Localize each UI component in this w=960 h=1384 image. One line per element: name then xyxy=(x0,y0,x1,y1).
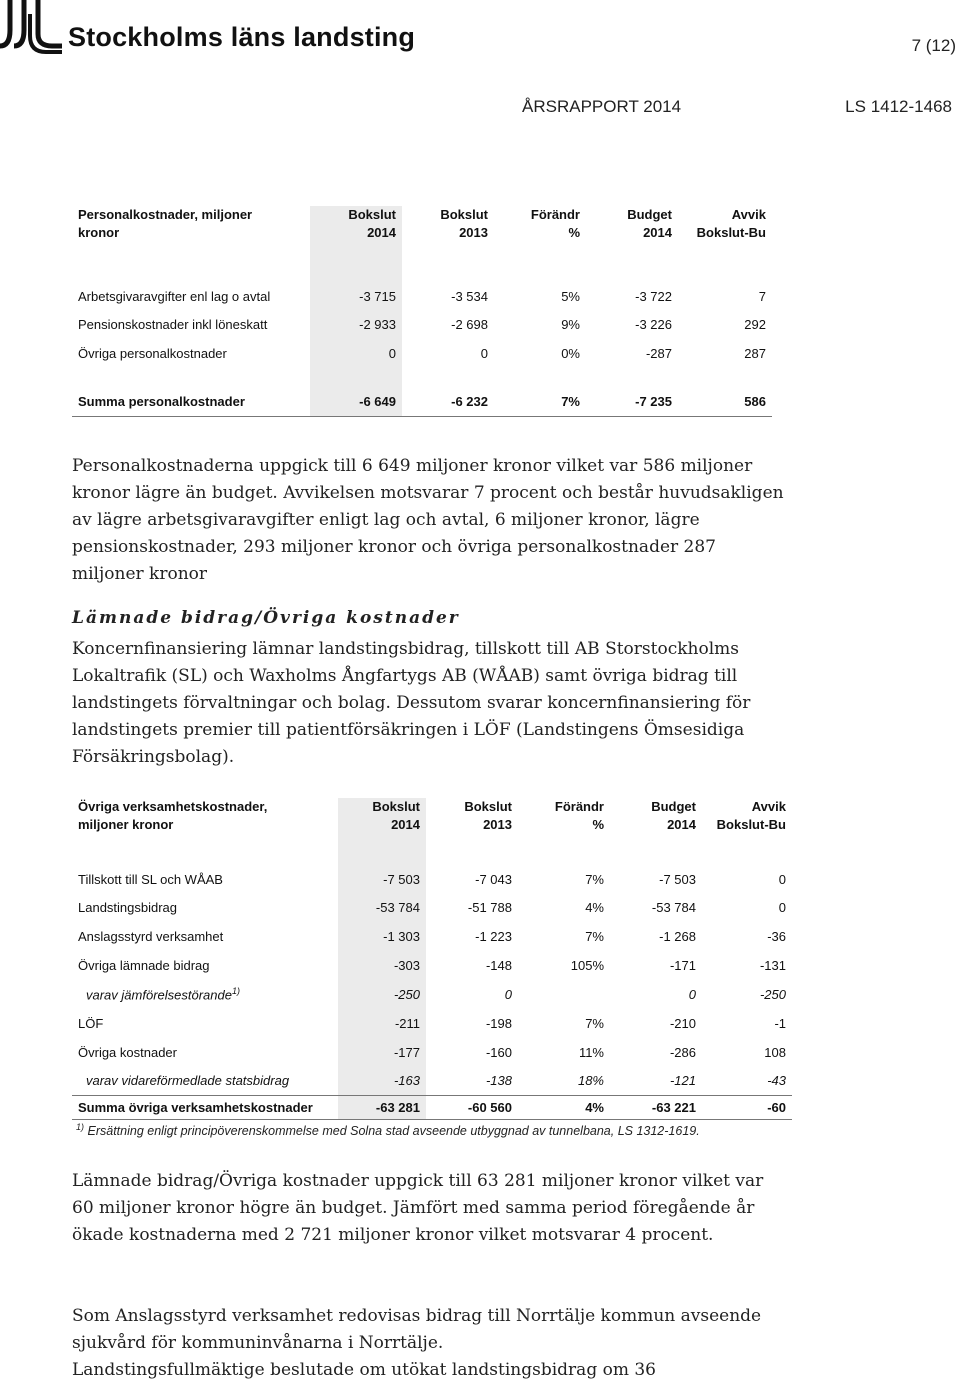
cell-change: 7% xyxy=(585,1016,604,1031)
total-change: 4% xyxy=(585,1099,604,1115)
column-header-label: Övriga verksamhetskostnader, miljoner kronor xyxy=(78,799,268,832)
cell-change: 18% xyxy=(577,1073,604,1089)
cell-budget-2014: -3 226 xyxy=(635,317,672,332)
cell-bokslut-2014: -250 xyxy=(338,980,426,1009)
cell-bokslut-2014: -1 303 xyxy=(338,922,426,951)
cell-deviation: 0 xyxy=(778,900,786,915)
cell-change: 7% xyxy=(585,871,604,887)
total-row xyxy=(72,1095,792,1119)
total-deviation: 586 xyxy=(744,394,766,410)
column-header-label: Personalkostnader, miljoner kronor xyxy=(78,207,253,240)
column-header-change: Förändr % xyxy=(554,799,604,832)
cell-bokslut-2013: -198 xyxy=(485,1016,512,1031)
cell-deviation: 0 xyxy=(778,871,786,887)
cell-deviation: -250 xyxy=(759,987,786,1002)
cell-budget-2014: -7 503 xyxy=(659,871,696,887)
column-header-deviation: Avvik Bokslut-Bu xyxy=(696,207,766,240)
cell-budget-2014: -210 xyxy=(669,1016,696,1031)
total-bokslut-2014: -63 281 xyxy=(338,1095,426,1119)
cell-bokslut-2014: -303 xyxy=(338,951,426,980)
total-budget-2014: -7 235 xyxy=(635,394,672,410)
table-header-row xyxy=(72,206,772,260)
cell-deviation: -36 xyxy=(767,929,786,944)
column-header-change: Förändr % xyxy=(530,207,580,240)
cell-change: 11% xyxy=(578,1045,604,1060)
table-row xyxy=(72,1038,792,1067)
cell-bokslut-2013: 0 xyxy=(504,987,512,1002)
row-label: LÖF xyxy=(78,1016,104,1031)
paragraph-group-financing: Koncernfinansiering lämnar landstingsbidrag, tillskott till AB Storstockholms Lokaltrafik (SL) och Waxholms Ångfartygs AB (WÅAB) samt övriga bidrag till landstingets förvaltningar och bolag. Dessutom svarar koncernfinansiering för landstingets premier till patientförsäkringen i LÖF (Landstingens Ömsesidiga Försäkringsbolag). xyxy=(72,639,751,767)
cell-change: 9% xyxy=(561,317,580,332)
other-operating-costs-table xyxy=(72,798,792,1120)
row-label: Arbetsgivaravgifter enl lag o avtal xyxy=(78,288,271,304)
cell-bokslut-2014: -163 xyxy=(338,1067,426,1095)
column-header-deviation: Avvik Bokslut-Bu xyxy=(716,799,786,832)
table-footnote: $^{1)}$ Ersättning enligt principöverenskommelse med Solna stad avseende utbyggnad av tunnelbana, LS 1312-1619. xyxy=(76,1122,700,1139)
total-bokslut-2013: -6 232 xyxy=(451,394,488,410)
cell-deviation: 292 xyxy=(744,317,766,332)
cell-bokslut-2013: -2 698 xyxy=(451,317,488,332)
table-row xyxy=(72,282,772,310)
column-header-budget-2014: Budget 2014 xyxy=(627,207,672,240)
cell-bokslut-2014: -2 933 xyxy=(310,310,402,339)
cell-budget-2014: -1 268 xyxy=(659,929,696,944)
row-label: Tillskott till SL och WÅAB xyxy=(78,871,223,887)
total-bokslut-2013: -60 560 xyxy=(467,1099,512,1115)
total-budget-2014: -63 221 xyxy=(651,1099,696,1115)
page-number: 7 (12) xyxy=(911,36,956,55)
cell-budget-2014: -3 722 xyxy=(635,288,672,304)
cell-bokslut-2014: -7 503 xyxy=(338,865,426,893)
cell-bokslut-2013: -1 223 xyxy=(475,929,512,944)
cell-budget-2014: -171 xyxy=(669,958,696,973)
total-bokslut-2014: -6 649 xyxy=(310,388,402,416)
cell-deviation: -43 xyxy=(767,1073,786,1089)
report-title: ÅRSRAPPORT 2014 xyxy=(522,97,682,116)
table-row xyxy=(72,922,792,951)
paragraph-personnel: Personalkostnaderna uppgick till 6 649 miljoner kronor vilket var 586 miljoner kronor lägre än budget. Avvikelsen motsvarar 7 procent och består huvudsakligen av lägre arbetsgivaravgifter enligt lag och avtal, 6 miljoner kronor, lägre pensionskostnader, 293 miljoner kronor och övriga personalkostnader 287 miljoner kronor xyxy=(72,456,784,584)
row-label: varav vidareförmedlade statsbidrag xyxy=(86,1073,290,1089)
cell-bokslut-2013: -138 xyxy=(485,1073,512,1089)
cell-budget-2014: -286 xyxy=(669,1045,696,1060)
row-label: Anslagsstyrd verksamhet xyxy=(78,929,224,944)
cell-bokslut-2014: -177 xyxy=(338,1038,426,1067)
cell-budget-2014: -287 xyxy=(645,346,672,361)
column-header-bokslut-2013: Bokslut 2013 xyxy=(440,207,488,240)
cell-bokslut-2014: 0 xyxy=(310,339,402,368)
total-row xyxy=(72,388,772,416)
cell-bokslut-2014: -3 715 xyxy=(310,282,402,310)
cell-deviation: 108 xyxy=(764,1045,786,1060)
cell-bokslut-2013: -148 xyxy=(485,958,512,973)
table-row xyxy=(72,980,792,1009)
table-row xyxy=(72,339,772,368)
column-header-budget-2014: Budget 2014 xyxy=(651,799,696,832)
row-label: Övriga lämnade bidrag xyxy=(78,958,210,973)
row-label: Pensionskostnader inkl löneskatt xyxy=(78,317,268,332)
cell-bokslut-2014: -53 784 xyxy=(338,893,426,922)
cell-bokslut-2013: -160 xyxy=(485,1045,512,1060)
section-heading: Lämnade bidrag/Övriga kostnader xyxy=(72,608,460,628)
cell-budget-2014: -53 784 xyxy=(651,900,696,915)
cell-deviation: -131 xyxy=(759,958,786,973)
row-label: varav jämförelsestörande$^{1)}$ xyxy=(86,986,240,1003)
table-row xyxy=(72,1009,792,1038)
table-row xyxy=(72,865,792,893)
total-label: Summa personalkostnader xyxy=(78,394,245,410)
cell-budget-2014: -121 xyxy=(669,1073,696,1089)
brand-name: Stockholms läns landsting xyxy=(68,22,416,52)
total-label: Summa övriga verksamhetskostnader xyxy=(78,1099,313,1115)
cell-budget-2014: 0 xyxy=(688,987,696,1002)
table-row xyxy=(72,951,792,980)
row-label: Övriga kostnader xyxy=(78,1045,177,1060)
paragraph-contributions-summary: Lämnade bidrag/Övriga kostnader uppgick till 63 281 miljoner kronor vilket var 60 miljoner kronor högre än budget. Jämfört med samma period föregående år ökade kostnaderna med 2 721 miljoner kronor vilket motsvarar 4 procent. xyxy=(72,1171,764,1245)
column-header-bokslut-2014: Bokslut 2014 xyxy=(310,206,402,260)
cell-bokslut-2013: -7 043 xyxy=(475,871,512,887)
document-number: LS 1412-1468 xyxy=(845,97,952,116)
cell-deviation: -1 xyxy=(774,1016,786,1031)
cell-bokslut-2013: -3 534 xyxy=(451,288,488,304)
paragraph-continuation: Landstingsfullmäktige beslutade om utökat landstingsbidrag om 36 xyxy=(72,1360,656,1380)
table-row xyxy=(72,310,772,339)
cell-change: 4% xyxy=(585,900,604,915)
cell-deviation: 7 xyxy=(758,288,766,304)
cell-deviation: 287 xyxy=(744,346,766,361)
table-row xyxy=(72,893,792,922)
personnel-costs-table xyxy=(72,206,772,417)
table-header-row xyxy=(72,798,792,848)
cell-change: 105% xyxy=(570,958,604,973)
total-deviation: -60 xyxy=(767,1099,786,1115)
cell-change: 5% xyxy=(561,288,580,304)
row-label: Landstingsbidrag xyxy=(78,900,178,915)
cell-change: 7% xyxy=(585,929,604,944)
cell-change: 0% xyxy=(561,346,580,361)
cell-bokslut-2013: -51 788 xyxy=(467,900,512,915)
cell-bokslut-2014: -211 xyxy=(338,1009,426,1038)
cell-change xyxy=(518,980,610,1009)
column-header-bokslut-2014: Bokslut 2014 xyxy=(338,798,426,848)
paragraph-norrtalje: Som Anslagsstyrd verksamhet redovisas bidrag till Norrtälje kommun avseende sjukvård för kommuninvånarna i Norrtälje. xyxy=(72,1306,762,1353)
column-header-bokslut-2013: Bokslut 2013 xyxy=(464,799,512,832)
total-change: 7% xyxy=(561,394,580,410)
table-row xyxy=(72,1067,792,1095)
row-label: Övriga personalkostnader xyxy=(78,346,227,361)
cell-bokslut-2013: 0 xyxy=(480,346,488,361)
